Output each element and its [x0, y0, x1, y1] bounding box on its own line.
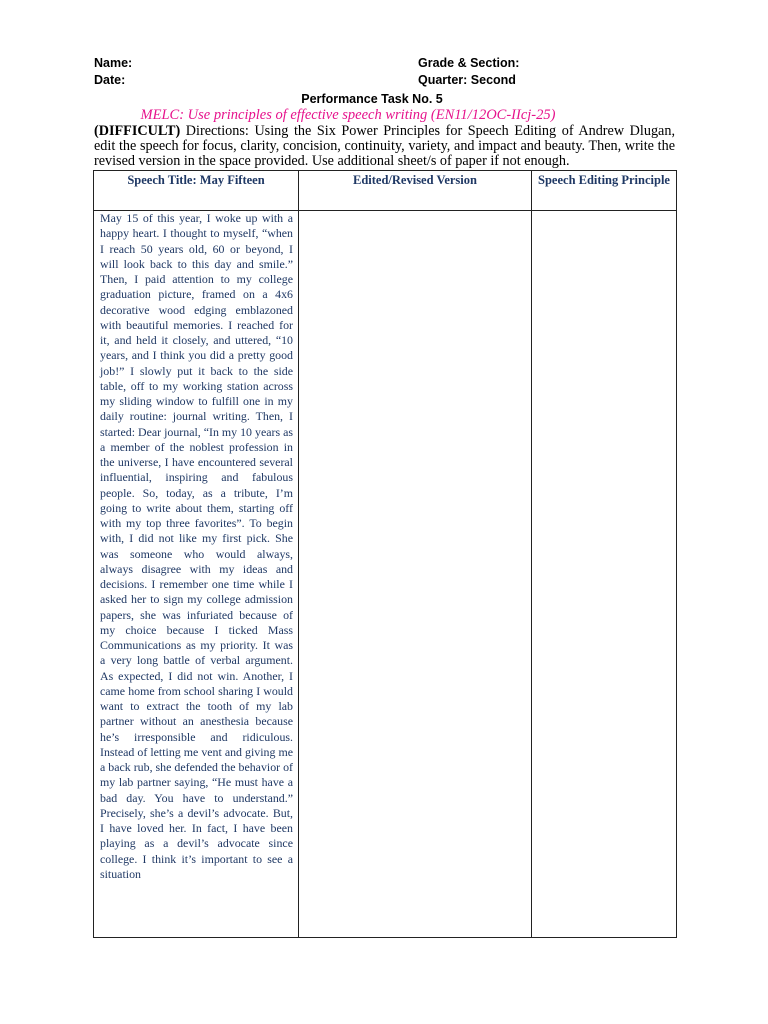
speech-text: May 15 of this year, I woke up with a happy heart. I thought to myself, “when I reach 50 years old, 60 or beyond, I will look back to this day and smile.” Then, I paid attention to my college graduation picture, framed on a 4x6 decorative wood edging emblazoned with beautiful memories. I reached for it, and held it closely, and uttered, “10 years, and I think you did a pretty good job!” I slowly put it back to the side table, off to my working station across my sliding window to fulfill one in my daily routine: journal writing. Then, I started: Dear journal, “In my 10 years as a member of the noblest profession in the universe, I have encountered several influential, inspiring and fabulous people. So, today, as a tribute, I’m going to write about them, starting off with my top three favorites”. To begin with, I did not like my first pick. She was someone who would always, always disagree with my ideas and decisions. I remember one time while I asked her to sign my college admission papers, she was infuriated because of my choice because I ticked Mass Communications as my priority. It was a very long battle of verbal argument. As expected, I did not win. Another, I came home from school sharing I would want to extract the tooth of my lab partner without an anesthesia because he’s irresponsible and ridiculous. Instead of letting me vent and giving me a back rub, she defended the behavior of my lab partner saying, “He must have a bad day. You have to understand.” Precisely, she’s a devil’s advocate. But, I have loved her. In fact, I have been playing as a devil’s advocate since college. I think it’s important to see a situation	[100, 211, 293, 881]
date-label: Date:	[94, 73, 126, 87]
table-header-row	[94, 171, 677, 211]
column-header-editing-principle: Speech Editing Principle	[532, 171, 677, 211]
directions-paragraph	[94, 124, 675, 170]
table-row	[94, 211, 677, 938]
difficulty-label: (DIFFICULT)	[94, 123, 181, 139]
column-header-revised-version: Edited/Revised Version	[299, 171, 532, 211]
speech-text-cell	[94, 211, 299, 938]
grade-section-label: Grade & Section:	[418, 56, 520, 70]
task-title-text: Performance Task No. 5	[301, 92, 443, 106]
task-title	[0, 91, 768, 107]
speech-editing-table	[93, 170, 677, 938]
directions-text: Directions: Using the Six Power Principles for Speech Editing of Andrew Dlugan, edit the speech for focus, clarity, concision, continuity, variety, and impact and beauty. Then, write the revised version in the space provided. Use additional sheet/s of paper if not enough.	[94, 123, 675, 170]
editing-principle-cell[interactable]	[532, 211, 677, 938]
melc-text: MELC: Use principles of effective speech writing (EN11/12OC-IIcj-25)	[140, 107, 556, 123]
quarter-label: Quarter: Second	[418, 73, 516, 87]
melc-line	[0, 107, 768, 124]
revised-version-cell[interactable]	[299, 211, 532, 938]
column-header-speech-title: Speech Title: May Fifteen	[94, 171, 299, 211]
name-label: Name:	[94, 56, 133, 70]
